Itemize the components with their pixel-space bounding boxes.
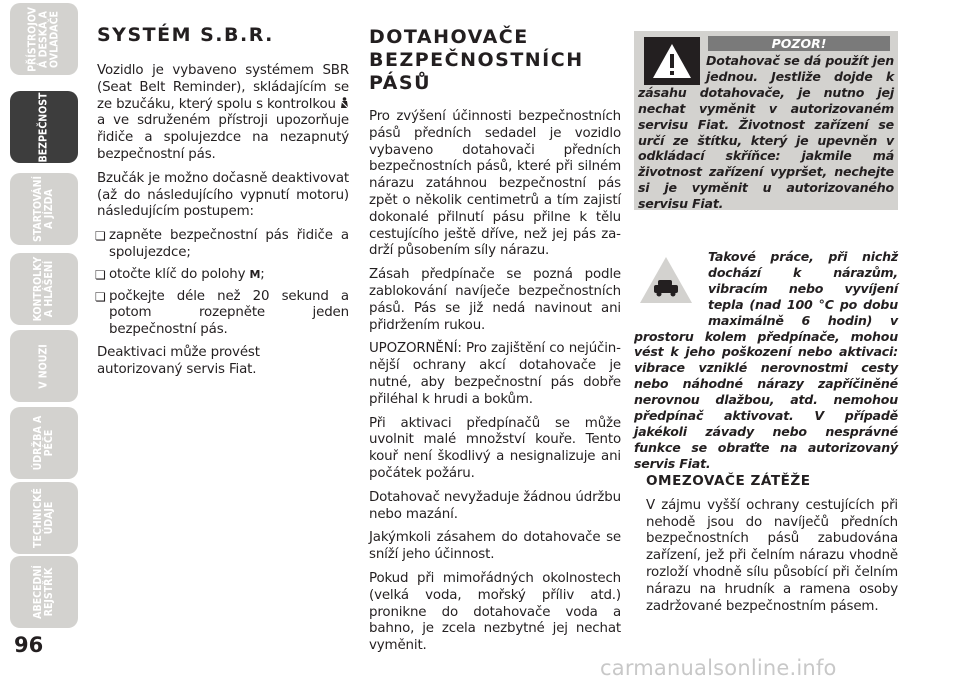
paragraph: Jakýmkoli zásahem do dotahovače se sníží jeho účinnost. bbox=[369, 530, 621, 563]
seatbelt-warning-icon bbox=[340, 97, 349, 112]
warning-box bbox=[634, 31, 898, 210]
car-impact-warning-icon bbox=[638, 255, 694, 311]
pretensioner-caution: Takové práce, při nichž dochází k nárazům, vibracím nebo vyvíjení tepla (nad 100 °C po dobu maximálně 6 hodin) v prostoru kolem předpínače, mohou vést k jeho poškození nebo aktivaci: vibrace vzniklé nerovnostmi cesty nebo náhodné nárazy zapříčiněné nerovnou dlažbou, atd. nemohou předpínač aktivovat. V případě jakékoli závady nebo nesprávné funkce se obraťte na autorizovaný servis Fiat. bbox=[634, 249, 898, 471]
tab-technicke-udaje[interactable]: TECHNICKÉ ÚDAJE bbox=[10, 482, 78, 554]
pretensioner-section bbox=[369, 26, 621, 662]
load-limiter-section bbox=[646, 473, 898, 622]
list-item: ❏ počkejte déle než 20 sekund a potom rozepněte jeden bezpečnostní pás. bbox=[97, 289, 349, 339]
tab-pristrojova-deska[interactable]: PŘÍSTROJOV Á DESKA A OVLADAČE bbox=[10, 3, 78, 75]
sbr-service-note: Deaktivaci může provést autorizovaný servis Fiat. bbox=[97, 344, 260, 377]
list-item: ❏ otočte klíč do polohy M; bbox=[97, 267, 349, 284]
tab-kontrolky[interactable]: KONTROLKY A HLÁŠENÍ bbox=[10, 253, 78, 325]
footer-watermark[interactable]: carmanualsonline.info bbox=[600, 656, 837, 680]
sbr-steps bbox=[97, 228, 349, 339]
paragraph: Při aktivaci předpínačů se může uvolnit malé množství kouře. Tento kouř není škodlivý a nesignalizuje ani počátek požáru. bbox=[369, 415, 621, 481]
paragraph: Dotahovač nevyžaduje žádnou údržbu nebo mazání. bbox=[369, 489, 621, 522]
key-position-m: M bbox=[249, 267, 261, 281]
warning-text: Dotahovač se dá použít jen jednou. Jestliže dojde k zásahu dotahovače, je nutno jej nechat vyměnit v autorizovaném servisu Fiat. Životnost zařízení se určí ze štítku, který je upevněn v odkládací skříňce: jakmile má životnost zařízení vypršet, nechejte si je vyměnit u autorizovaného servisu Fiat. bbox=[638, 53, 894, 212]
tab-udrzba[interactable]: ÚDRŽBA A PÉČE bbox=[10, 407, 78, 479]
sbr-deactivation-intro: Bzučák je možno dočasně deaktivovat (až do následujícího vypnutí motoru) následujícím postupem: bbox=[97, 170, 349, 220]
tab-startovani[interactable]: STARTOVÁNÍ A JÍZDA bbox=[10, 173, 78, 245]
load-limiter-title: OMEZOVAČE ZÁTĚŽE bbox=[646, 473, 811, 489]
tab-bezpecnost[interactable]: BEZPEČNOST bbox=[10, 91, 78, 163]
paragraph: Pokud při mimořádných okolnostech (velká voda, mořský příliv atd.) pronikne do dotahovače voda a bahno, je zcela nezbytné jej nechat vyměnit. bbox=[369, 570, 621, 654]
warning-header: POZOR! bbox=[708, 36, 890, 51]
paragraph: UPOZORNĚNÍ: Pro zajištění co nejúčinnější ochrany akcí dotahovače je nutné, aby bezpečnostní pás dobře přiléhal k hrudi a bokům. bbox=[369, 341, 621, 407]
page-number: 96 bbox=[14, 633, 44, 657]
tab-v-nouzi[interactable]: V NOUZI bbox=[10, 330, 78, 402]
pretensioner-title: DOTAHOVAČE BEZPEČNOSTNÍCH PÁSŮ bbox=[369, 26, 584, 94]
paragraph: Pro zvýšení účinnosti bezpečnostních pásů předních sedadel je vozidlo vybaveno dotahovači předních bezpečnostních pásů, které při silném nárazu zatáhnou bezpečnostní pás zpět o několik centimetrů a tím zajistí dokonalé přilnutí pásu přilne k tělu cestujícího ještě dříve, než jej pás zadrží působením síly nárazu. bbox=[369, 109, 621, 259]
list-item: ❏ zapněte bezpečnostní pás řidiče a spolujezdce; bbox=[97, 228, 349, 262]
paragraph: Zásah předpínače se pozná podle zablokování navíječe bezpečnostních pásů. Pás se již nedá navinout ani přidržením rukou. bbox=[369, 267, 621, 333]
tab-abecedni-rejstrik[interactable]: ABECEDNÍ REJSTŘÍK bbox=[10, 556, 78, 628]
sbr-intro: Vozidlo je vybaveno systémem SBR (Seat Belt Reminder), skládajícím se ze bzučáku, který spolu s kontrolkou a ve sdruženém přístroji upozorňuje řidiče a spolujezdce na nezapnutý bezpečnostní pás. bbox=[97, 63, 349, 162]
sbr-title: SYSTÉM S.B.R. bbox=[97, 24, 274, 46]
sbr-section bbox=[97, 24, 349, 386]
chapter-sidebar bbox=[0, 0, 88, 677]
load-limiter-text: V zájmu vyšší ochrany cestujících při nehodě jsou do navíječů předních bezpečnostních pásů zabudována zařízení, jež při čelním nárazu vhodně rozloží vhodně sílu působící při čelním nárazu na hrudník a ramena osoby zadržované bezpečnostním pásem. bbox=[646, 497, 898, 614]
